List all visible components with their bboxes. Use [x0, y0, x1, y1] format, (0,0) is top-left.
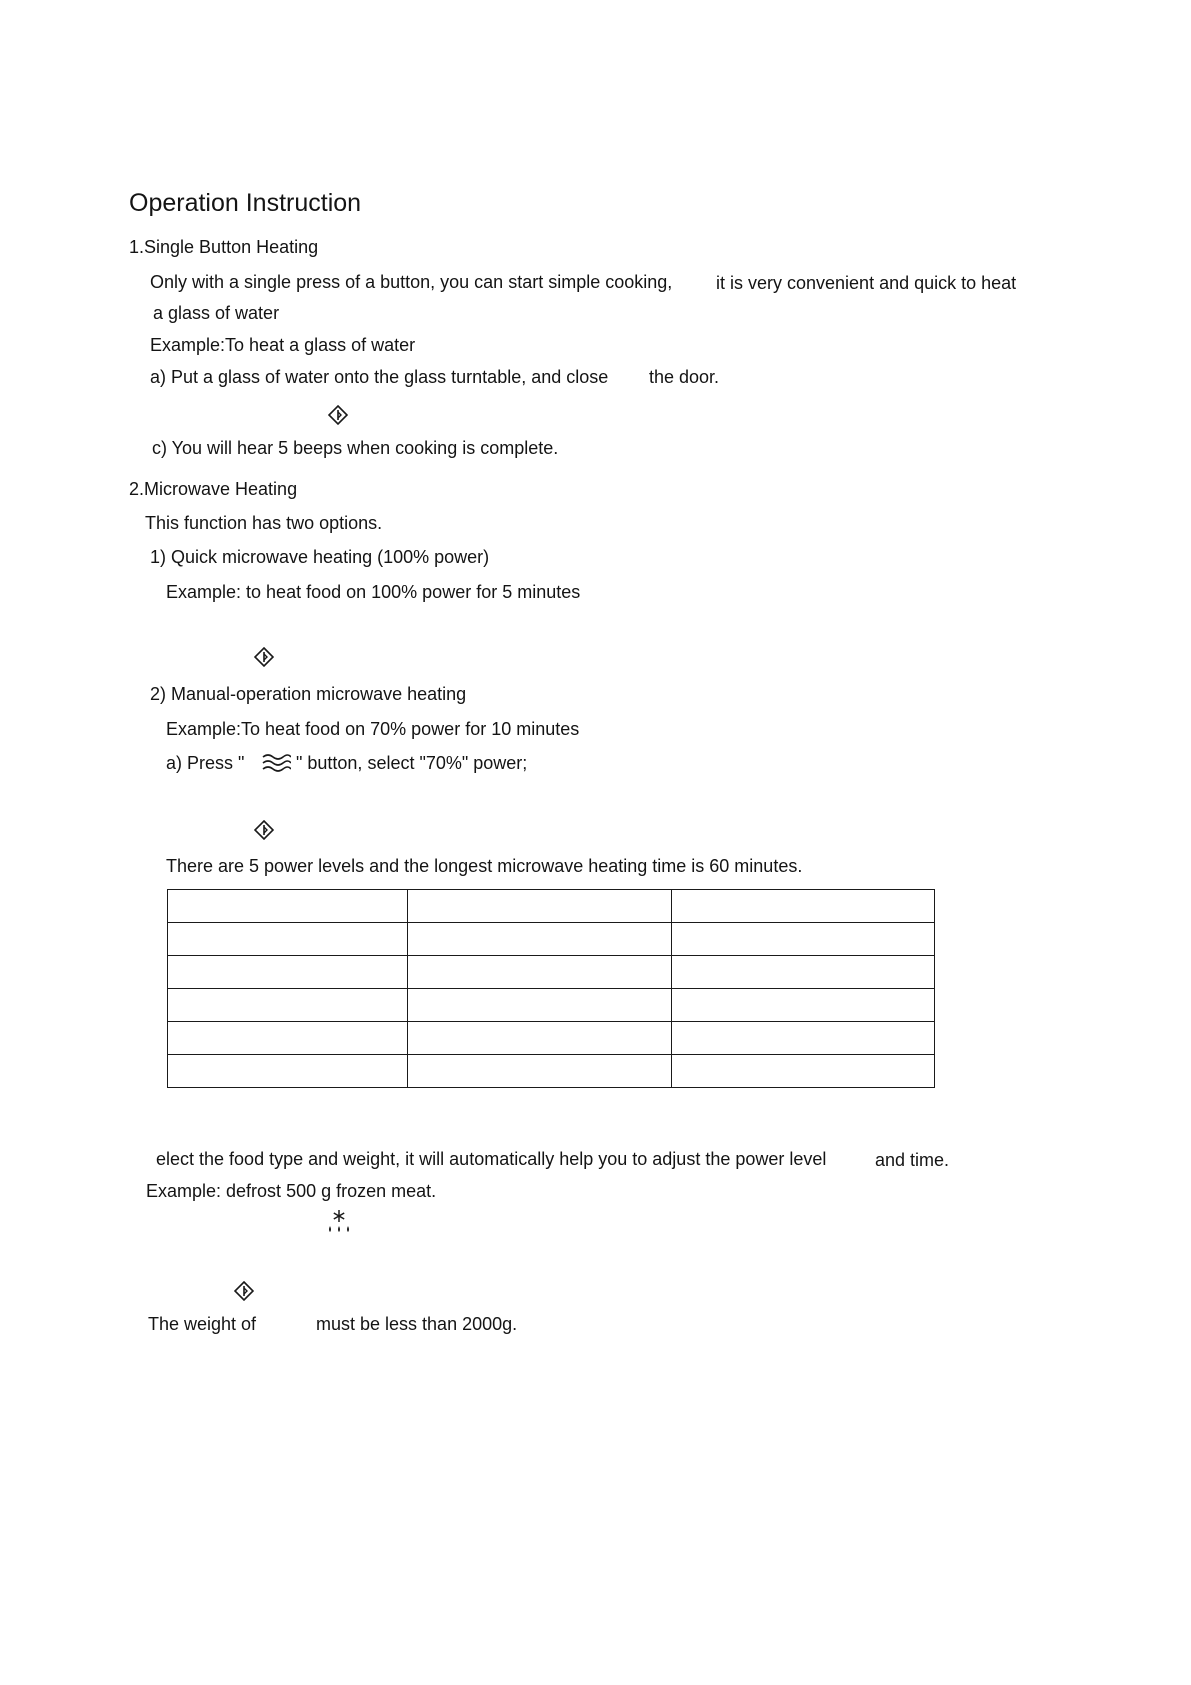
section1-heading: 1.Single Button Heating: [129, 237, 319, 257]
weight-note-suffix: must be less than 2000g.: [316, 1314, 518, 1334]
defrost-snowflake-icon: [325, 1209, 353, 1235]
table-row: [168, 989, 935, 1022]
section1-example: Example:To heat a glass of water: [150, 335, 416, 355]
table-cell: [408, 890, 672, 923]
option2-example: Example:To heat food on 70% power for 10 minutes: [166, 719, 580, 739]
section2-heading: 2.Microwave Heating: [129, 479, 298, 499]
table-cell: [408, 956, 672, 989]
table-cell: [672, 1022, 935, 1055]
table-cell: [672, 956, 935, 989]
section3-intro-end: and time.: [875, 1150, 950, 1170]
table-cell: [672, 1055, 935, 1088]
section1-intro-line1: Only with a single press of a button, you can start simple cooking,: [150, 272, 673, 292]
table-row: [168, 1022, 935, 1055]
start-diamond-icon: [234, 1281, 254, 1301]
table-cell: [168, 1055, 408, 1088]
section2-intro: This function has two options.: [145, 513, 383, 533]
table-cell: [408, 1022, 672, 1055]
table-cell: [408, 923, 672, 956]
table-cell: [672, 923, 935, 956]
table-cell: [408, 989, 672, 1022]
start-diamond-icon: [328, 405, 348, 425]
weight-note-prefix: The weight of: [148, 1314, 257, 1334]
power-level-table: [167, 889, 935, 1088]
option1-example: Example: to heat food on 100% power for 5 minutes: [166, 582, 581, 602]
option1-title: 1) Quick microwave heating (100% power): [150, 547, 490, 567]
section3-intro: elect the food type and weight, it will automatically help you to adjust the power level: [156, 1149, 827, 1169]
option2-step-a-suffix: " button, select "70%" power;: [296, 753, 528, 773]
start-diamond-icon: [254, 820, 274, 840]
section1-step-c: c) You will hear 5 beeps when cooking is complete.: [152, 438, 559, 458]
table-cell: [168, 923, 408, 956]
table-cell: [408, 1055, 672, 1088]
section1-intro-line2: a glass of water: [153, 303, 280, 323]
table-cell: [168, 1022, 408, 1055]
section1-step-a-end: the door.: [649, 367, 720, 387]
table-cell: [168, 890, 408, 923]
table-cell: [672, 989, 935, 1022]
section3-example: Example: defrost 500 g frozen meat.: [146, 1181, 437, 1201]
option2-title: 2) Manual-operation microwave heating: [150, 684, 467, 704]
microwave-waves-icon: [261, 752, 291, 772]
start-diamond-icon: [254, 647, 274, 667]
section1-intro-line1b: it is very convenient and quick to heat: [716, 273, 1017, 293]
section1-step-a: a) Put a glass of water onto the glass turntable, and close: [150, 367, 609, 387]
page-title: Operation Instruction: [129, 189, 362, 217]
table-row: [168, 923, 935, 956]
table-row: [168, 890, 935, 923]
table-cell: [672, 890, 935, 923]
table-row: [168, 1055, 935, 1088]
table-row: [168, 956, 935, 989]
table-cell: [168, 989, 408, 1022]
power-levels-note: There are 5 power levels and the longest microwave heating time is 60 minutes.: [166, 856, 803, 876]
table-cell: [168, 956, 408, 989]
option2-step-a-prefix: a) Press ": [166, 753, 245, 773]
